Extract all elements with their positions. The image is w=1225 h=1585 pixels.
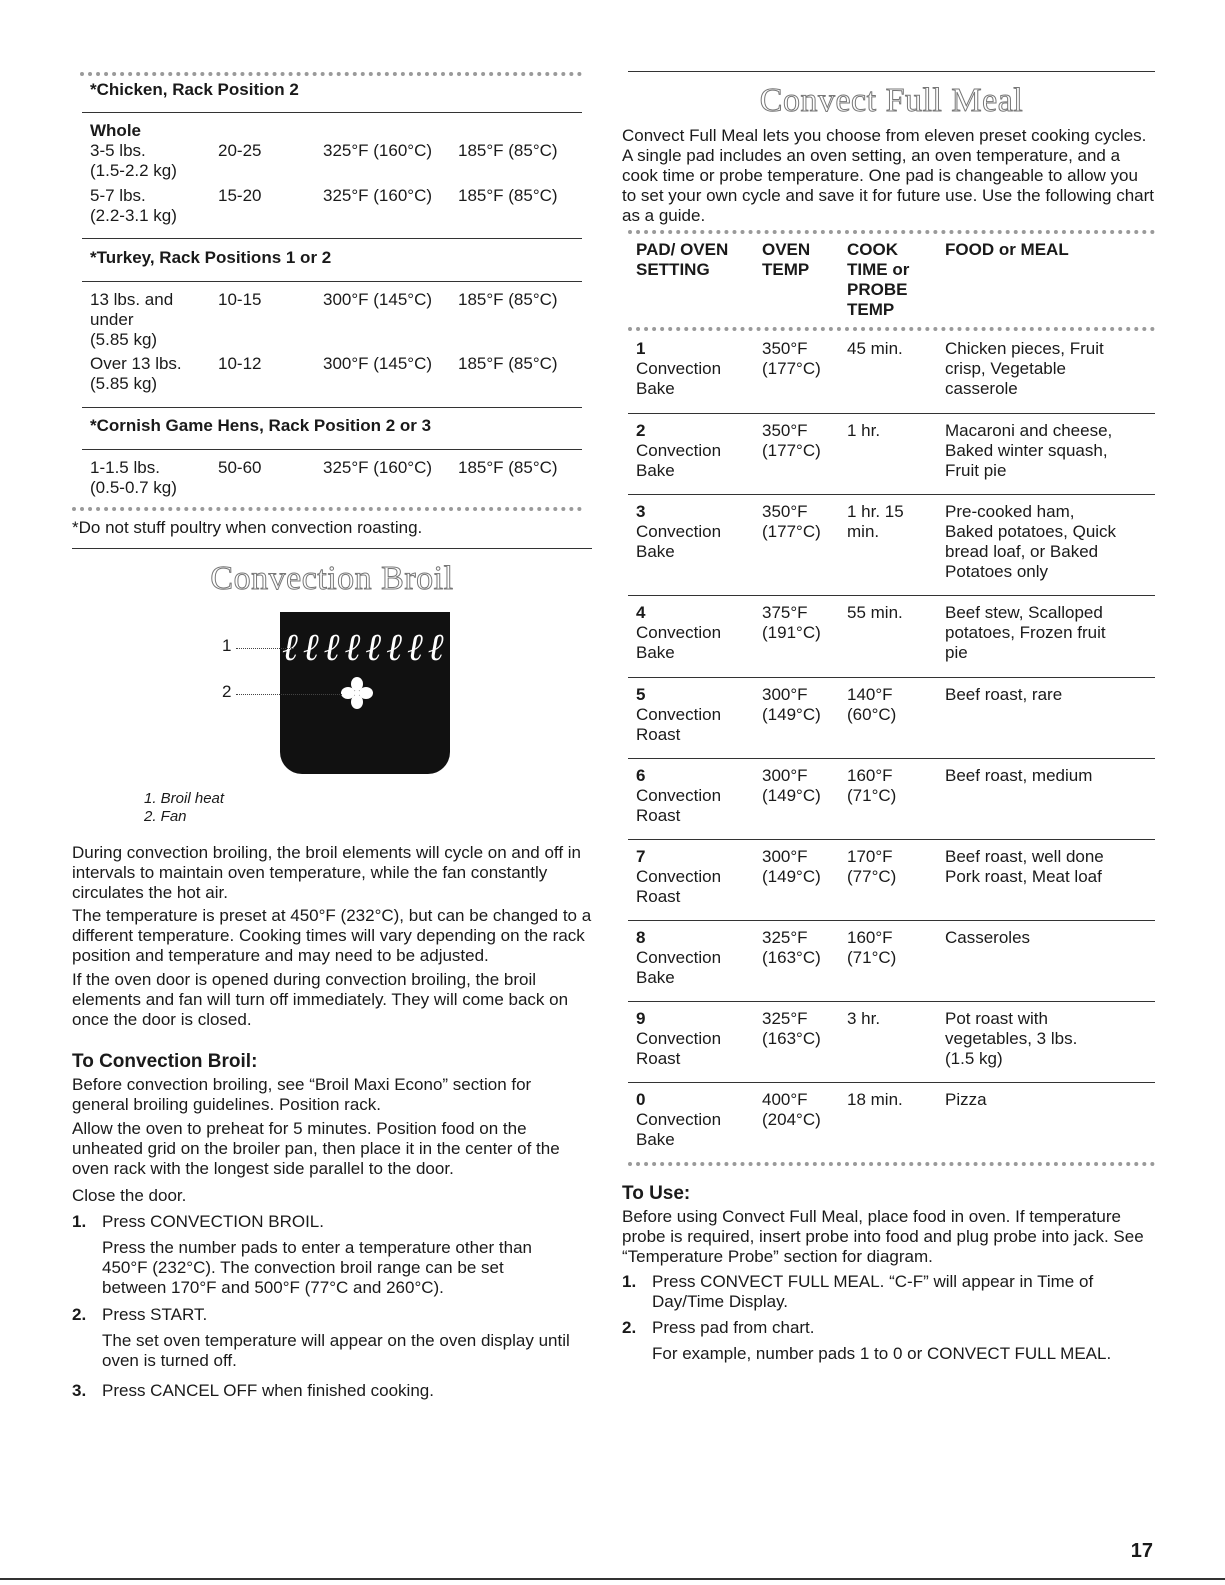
oven-setting-cell: Convection Roast [636,1029,722,1068]
internal-temp-cell: 185°F (85°C) [458,290,558,309]
oven-temp-cell: 325°F (160°C) [323,186,433,205]
table-row [72,141,592,181]
convection-broil-subtitle: To Convection Broil: [72,1051,258,1072]
table-row [628,1090,1155,1170]
row-rule [628,758,1155,759]
cook-time-cell: 1 hr. 15 min. [847,502,904,541]
food-cell: Beef roast, medium [945,766,1093,785]
caption-broil-heat: 1. Broil heat [144,790,225,807]
cook-time-cell: 170°F (77°C) [847,847,897,886]
table-row [72,121,592,141]
broil-para-5: Allow the oven to preheat for 5 minutes. Position food on the unheated grid on the broiler pan, then place it in the center of the oven rack with the longest side parallel to the door. [72,1119,560,1178]
to-use-para: Before using Convect Full Meal, place food in oven. If temperature probe is required, insert probe into food and plug probe into jack. See “Temperature Probe” section for diagram. [622,1207,1144,1266]
broil-step-1-detail: Press the number pads to enter a temperature other than 450°F (232°C). The convection broil range can be set between 170°F and 500°F (77°C and 260°C). [102,1238,532,1297]
table-row [628,766,1155,846]
pad-number: 5 [636,685,646,704]
table-row [628,928,1155,1008]
page-number: 17 [1130,1540,1153,1562]
weight-cell: Over 13 lbs. (5.85 kg) [90,354,182,393]
table-row [628,847,1155,927]
table-row [628,603,1155,683]
broil-element-icon: ℓℓℓℓℓℓℓℓ [282,627,449,669]
header-oven-temp: OVEN TEMP [762,240,811,279]
step-number: 1. [622,1272,637,1291]
top-dotted-rule [80,72,582,80]
cook-time-cell: 1 hr. [847,421,881,440]
cook-time-cell: 55 min. [847,603,903,622]
dotted-rule [628,327,1155,335]
oven-temp-cell: 325°F (163°C) [762,1009,821,1048]
cook-time-cell: 18 min. [847,1090,903,1109]
turkey-header: *Turkey, Rack Positions 1 or 2 [90,248,332,267]
oven-setting-cell: Convection Roast [636,705,722,744]
row-rule [628,677,1155,678]
step-text: Press START. [102,1305,208,1324]
callout-1: 1 [222,636,232,655]
row-rule [628,494,1155,495]
meal-intro: Convect Full Meal lets you choose from eleven preset cooking cycles. A single pad includes an oven setting, an oven temperature, and a cook time or probe temperature. One pad is changeable to allow you to set your own cycle and save it for future use. Use the following chart as a guide. [622,126,1154,225]
row-rule [628,1001,1155,1002]
food-cell: Chicken pieces, Fruit crisp, Vegetable casserole [945,339,1104,398]
minutes-cell: 50-60 [218,458,262,477]
oven-setting-cell: Convection Bake [636,1110,722,1149]
broil-step-2-detail: The set oven temperature will appear on the oven display until oven is turned off. [102,1331,570,1370]
weight-cell: 1-1.5 lbs. (0.5-0.7 kg) [90,458,177,497]
cook-time-cell: 3 hr. [847,1009,881,1028]
pad-number: 6 [636,766,646,785]
table-row [72,290,592,350]
table-row [72,186,592,226]
oven-temp-cell: 300°F (149°C) [762,847,821,886]
meal-table-header [628,240,1155,320]
oven-temp-cell: 325°F (160°C) [323,458,433,477]
pad-number: 4 [636,603,646,622]
pad-number: 0 [636,1090,646,1109]
weight-cell: 13 lbs. and under (5.85 kg) [90,290,174,349]
step-text: Press CANCEL OFF when finished cooking. [102,1381,434,1400]
oven-temp-cell: 400°F (204°C) [762,1090,821,1129]
pad-number: 1 [636,339,646,358]
cook-time-cell: 45 min. [847,339,903,358]
food-cell: Beef roast, well done Pork roast, Meat loaf [945,847,1104,886]
minutes-cell: 10-15 [218,290,262,309]
pad-number: 2 [636,421,646,440]
bottom-rule [0,1578,1225,1580]
oven-setting-cell: Convection Bake [636,359,722,398]
oven-temp-cell: 300°F (145°C) [323,354,433,373]
oven-temp-cell: 300°F (149°C) [762,766,821,805]
cook-time-cell: 160°F (71°C) [847,928,897,967]
rule [72,548,592,549]
food-cell: Casseroles [945,928,1031,947]
dotted-rule [628,230,1155,238]
step-text: Press CONVECT FULL MEAL. “C-F” will appear in Time of Day/Time Display. [652,1272,1094,1311]
oven-setting-cell: Convection Roast [636,786,722,825]
row-rule [628,1082,1155,1083]
step-text: Press CONVECTION BROIL. [102,1212,324,1231]
pad-number: 7 [636,847,646,866]
internal-temp-cell: 185°F (85°C) [458,354,558,373]
oven-temp-cell: 350°F (177°C) [762,339,821,378]
minutes-cell: 20-25 [218,141,262,160]
rule [82,281,582,282]
broil-diagram [222,612,452,777]
row-rule [628,839,1155,840]
pad-number: 8 [636,928,646,947]
oven-temp-cell: 325°F (160°C) [323,141,433,160]
oven-temp-cell: 325°F (163°C) [762,928,821,967]
dotted-rule [628,1162,1155,1170]
callout-line-1 [236,648,294,649]
rule [82,112,582,113]
food-cell: Pre-cooked ham, Baked potatoes, Quick bread loaf, or Baked Potatoes only [945,502,1117,581]
header-food: FOOD or MEAL [945,240,1069,259]
table-row [72,458,592,498]
oven-setting-cell: Convection Bake [636,623,722,662]
broil-para-4: Before convection broiling, see “Broil Maxi Econo” section for general broiling guidelines. Position rack. [72,1075,532,1114]
table-row [628,339,1155,419]
row-rule [628,595,1155,596]
food-cell: Beef roast, rare [945,685,1063,704]
row-rule [628,920,1155,921]
oven-setting-cell: Convection Bake [636,948,722,987]
oven-temp-cell: 350°F (177°C) [762,502,821,541]
callout-2: 2 [222,682,232,701]
whole-label: Whole [90,121,141,140]
oven-setting-cell: Convection Roast [636,867,722,906]
internal-temp-cell: 185°F (85°C) [458,458,558,477]
to-use-subtitle: To Use: [622,1183,691,1204]
weight-cell: 3-5 lbs. (1.5-2.2 kg) [90,141,177,180]
step-number: 1. [72,1212,87,1231]
step-number: 2. [622,1318,637,1337]
oven-temp-cell: 300°F (145°C) [323,290,433,309]
dotted-rule [72,507,582,515]
food-cell: Pizza [945,1090,987,1109]
table-row [628,421,1155,501]
step-number: 2. [72,1305,87,1324]
row-rule [628,413,1155,414]
callout-line-2 [236,694,342,695]
minutes-cell: 10-12 [218,354,262,373]
header-pad-setting: PAD/ OVEN SETTING [636,240,729,279]
oven-setting-cell: Convection Bake [636,522,722,561]
header-cook-time: COOK TIME or PROBE TEMP [847,240,910,319]
rule [82,407,582,408]
oven-temp-cell: 375°F (191°C) [762,603,821,642]
internal-temp-cell: 185°F (85°C) [458,141,558,160]
food-cell: Macaroni and cheese, Baked winter squash, Fruit pie [945,421,1113,480]
food-cell: Pot roast with vegetables, 3 lbs. (1.5 kg) [945,1009,1078,1068]
broil-para-1: During convection broiling, the broil elements will cycle on and off in intervals to maintain oven temperature, while the fan constantly circulates the hot air. [72,843,582,902]
oven-temp-cell: 300°F (149°C) [762,685,821,724]
convect-full-meal-title: Convect Full Meal [759,82,1024,119]
oven-setting-cell: Convection Bake [636,441,722,480]
table-row [628,685,1155,765]
caption-fan: 2. Fan [144,808,187,825]
cook-time-cell: 140°F (60°C) [847,685,897,724]
cornish-header: *Cornish Game Hens, Rack Position 2 or 3 [90,416,432,435]
oven-temp-cell: 350°F (177°C) [762,421,821,460]
step-number: 3. [72,1381,87,1400]
cook-time-cell: 160°F (71°C) [847,766,897,805]
chicken-header: *Chicken, Rack Position 2 [90,80,299,99]
fan-icon [340,676,374,710]
internal-temp-cell: 185°F (85°C) [458,186,558,205]
poultry-footnote: *Do not stuff poultry when convection roasting. [72,518,423,537]
convection-broil-title: Convection Broil [210,560,454,597]
step-text: Press pad from chart. [652,1318,815,1337]
rule [82,238,582,239]
rule [82,449,582,450]
use-step-2-detail: For example, number pads 1 to 0 or CONVECT FULL MEAL. [652,1344,1112,1363]
table-row [628,1009,1155,1089]
broil-para-2: The temperature is preset at 450°F (232°C), but can be changed to a different temperature. Cooking times will vary depending on the rack position and temperature and may need to be adjusted. [72,906,592,965]
minutes-cell: 15-20 [218,186,262,205]
broil-para-6: Close the door. [72,1186,187,1205]
pad-number: 9 [636,1009,646,1028]
weight-cell: 5-7 lbs. (2.2-3.1 kg) [90,186,177,225]
table-row [72,354,592,394]
rule [628,71,1155,72]
pad-number: 3 [636,502,646,521]
food-cell: Beef stew, Scalloped potatoes, Frozen fruit pie [945,603,1106,662]
table-row [628,502,1155,582]
broil-para-3: If the oven door is opened during convection broiling, the broil elements and fan will turn off immediately. They will come back on once the door is closed. [72,970,569,1029]
